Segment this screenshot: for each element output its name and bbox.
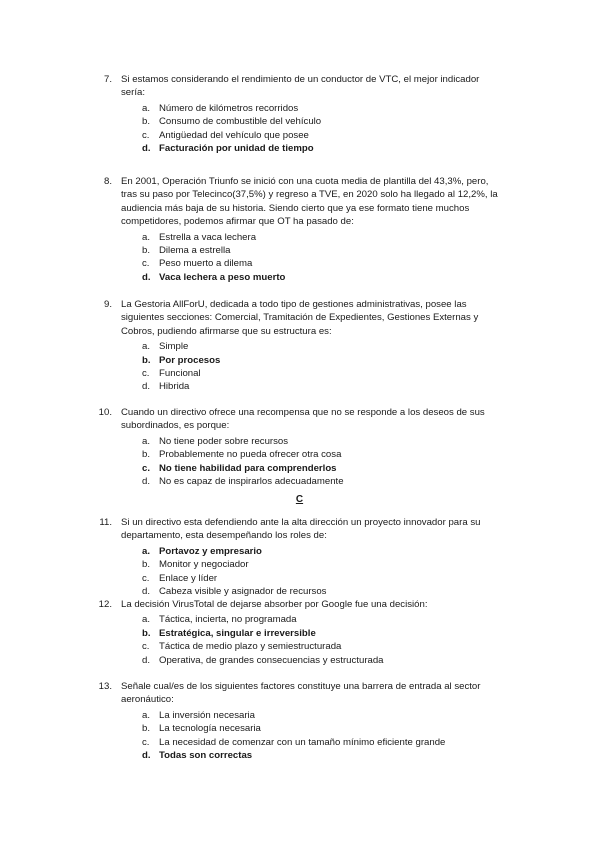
option-letter: a.	[142, 435, 151, 447]
question-number: 13.	[98, 681, 112, 692]
option-letter: b.	[142, 627, 151, 639]
section-label: C	[295, 494, 304, 505]
option-letter: c.	[142, 129, 150, 141]
option-letter: c.	[142, 572, 150, 584]
question-text-line: audiencia más baja de su historia. Siendo cierto que ya ese formato tiene muchos	[121, 202, 470, 214]
option-text: La tecnología necesaria	[159, 723, 261, 735]
option-letter: b.	[142, 354, 151, 366]
option-letter: c.	[142, 736, 150, 748]
option-text-correct: Facturación por unidad de tiempo	[159, 143, 314, 154]
option-text: Estrella a vaca lechera	[159, 231, 257, 243]
question-text-line: sería:	[121, 87, 145, 99]
option-text: Número de kilómetros recorridos	[159, 102, 299, 114]
option-letter: b.	[142, 449, 151, 461]
option-text: Antigüedad del vehículo que posee	[159, 129, 309, 141]
question-text-line: departamento, esta desempeñando los roles de:	[121, 530, 327, 542]
option-text: Consumo de combustible del vehículo	[159, 116, 322, 128]
question-text-line: competidores, podemos afirmar que OT ha pasado de:	[121, 216, 354, 228]
question-text-line: Cuando un directivo ofrece una recompensa que no se responde a los deseos de sus	[121, 407, 485, 418]
option-text: La necesidad de comenzar con un tamaño mínimo eficiente grande	[159, 736, 446, 748]
option-text: Simple	[159, 341, 189, 353]
option-letter: d.	[142, 750, 151, 761]
question-number: 10.	[98, 407, 112, 418]
question-number: 11.	[99, 517, 112, 528]
option-letter: d.	[142, 476, 151, 487]
option-text: Peso muerto a dilema	[159, 258, 253, 270]
question-text-line: tras su paso por Telecinco(37,5%) y regreso a TVE, en 2020 solo ha llegado al 12,2%, la	[121, 189, 498, 201]
question-text-line: Cobros, pudiendo afirmarse que su estructura es:	[121, 325, 332, 337]
option-text: Operativa, de grandes consecuencias y estructurada	[159, 654, 384, 666]
option-text: Cabeza visible y asignador de recursos	[159, 586, 327, 597]
option-text: Dilema a estrella	[159, 245, 231, 256]
option-letter: c.	[142, 258, 150, 270]
option-letter: b.	[142, 723, 151, 735]
question-number: 9.	[103, 299, 112, 310]
option-text-correct: No tiene habilidad para comprenderlos	[159, 462, 337, 474]
question-number: 8.	[103, 176, 112, 187]
option-letter: d.	[142, 271, 151, 283]
option-letter: b.	[142, 116, 151, 128]
option-letter: c.	[142, 462, 151, 474]
question-number: 12.	[98, 599, 112, 610]
question-text-line: Señale cual/es de los siguientes factores constituye una barrera de entrada al sector	[121, 681, 481, 692]
option-text: No tiene poder sobre recursos	[159, 435, 289, 447]
option-letter: b.	[142, 245, 151, 256]
option-letter: d.	[142, 586, 151, 597]
option-text: No es capaz de inspirarlos adecuadamente	[159, 476, 344, 487]
option-letter: d.	[142, 143, 151, 154]
option-letter: c.	[142, 368, 150, 379]
option-text-correct: Portavoz y empresario	[159, 545, 262, 557]
question-text-line: aeronáutico:	[121, 694, 174, 706]
option-text-correct: Por procesos	[159, 354, 221, 366]
option-text-correct: Todas son correctas	[159, 750, 253, 761]
option-text-correct: Vaca lechera a peso muerto	[159, 271, 286, 283]
question-text-line: subordinados, es porque:	[121, 420, 230, 432]
option-text: Táctica de medio plazo y semiestructurada	[159, 641, 342, 653]
option-letter: c.	[142, 641, 150, 653]
option-text: La inversión necesaria	[159, 709, 255, 721]
question-text-line: En 2001, Operación Triunfo se inició con una cuota media de plantilla del 43,3%, pero,	[121, 176, 489, 187]
option-text: Hibrida	[159, 381, 190, 393]
option-letter: a.	[142, 231, 151, 243]
option-letter: a.	[142, 709, 151, 721]
option-letter: a.	[142, 545, 151, 557]
option-text: Enlace y líder	[159, 572, 218, 584]
option-text: Probablemente no pueda ofrecer otra cosa	[159, 449, 342, 461]
option-letter: a.	[142, 102, 151, 114]
option-letter: d.	[142, 654, 151, 666]
option-text: Funcional	[159, 368, 201, 379]
option-letter: a.	[142, 341, 151, 353]
option-letter: b.	[142, 559, 151, 571]
option-text: Táctica, incierta, no programada	[159, 614, 297, 626]
option-letter: a.	[142, 614, 151, 626]
question-text-line: siguientes secciones: Comercial, Tramitación de Expedientes, Gestiones Externas y	[121, 312, 479, 324]
question-text-line: Si estamos considerando el rendimiento de un conductor de VTC, el mejor indicador	[121, 74, 480, 85]
question-text-line: La decisión VirusTotal de dejarse absorber por Google fue una decisión:	[121, 599, 428, 610]
question-text-line: La Gestoria AllForU, dedicada a todo tipo de gestiones administrativas, posee las	[121, 299, 467, 310]
question-text-line: Si un directivo esta defendiendo ante la alta dirección un proyecto innovador para su	[121, 517, 481, 528]
question-number: 7.	[103, 74, 112, 85]
option-text-correct: Estratégica, singular e irreversible	[159, 627, 316, 639]
option-letter: d.	[142, 381, 151, 393]
option-text: Monitor y negociador	[159, 559, 249, 571]
